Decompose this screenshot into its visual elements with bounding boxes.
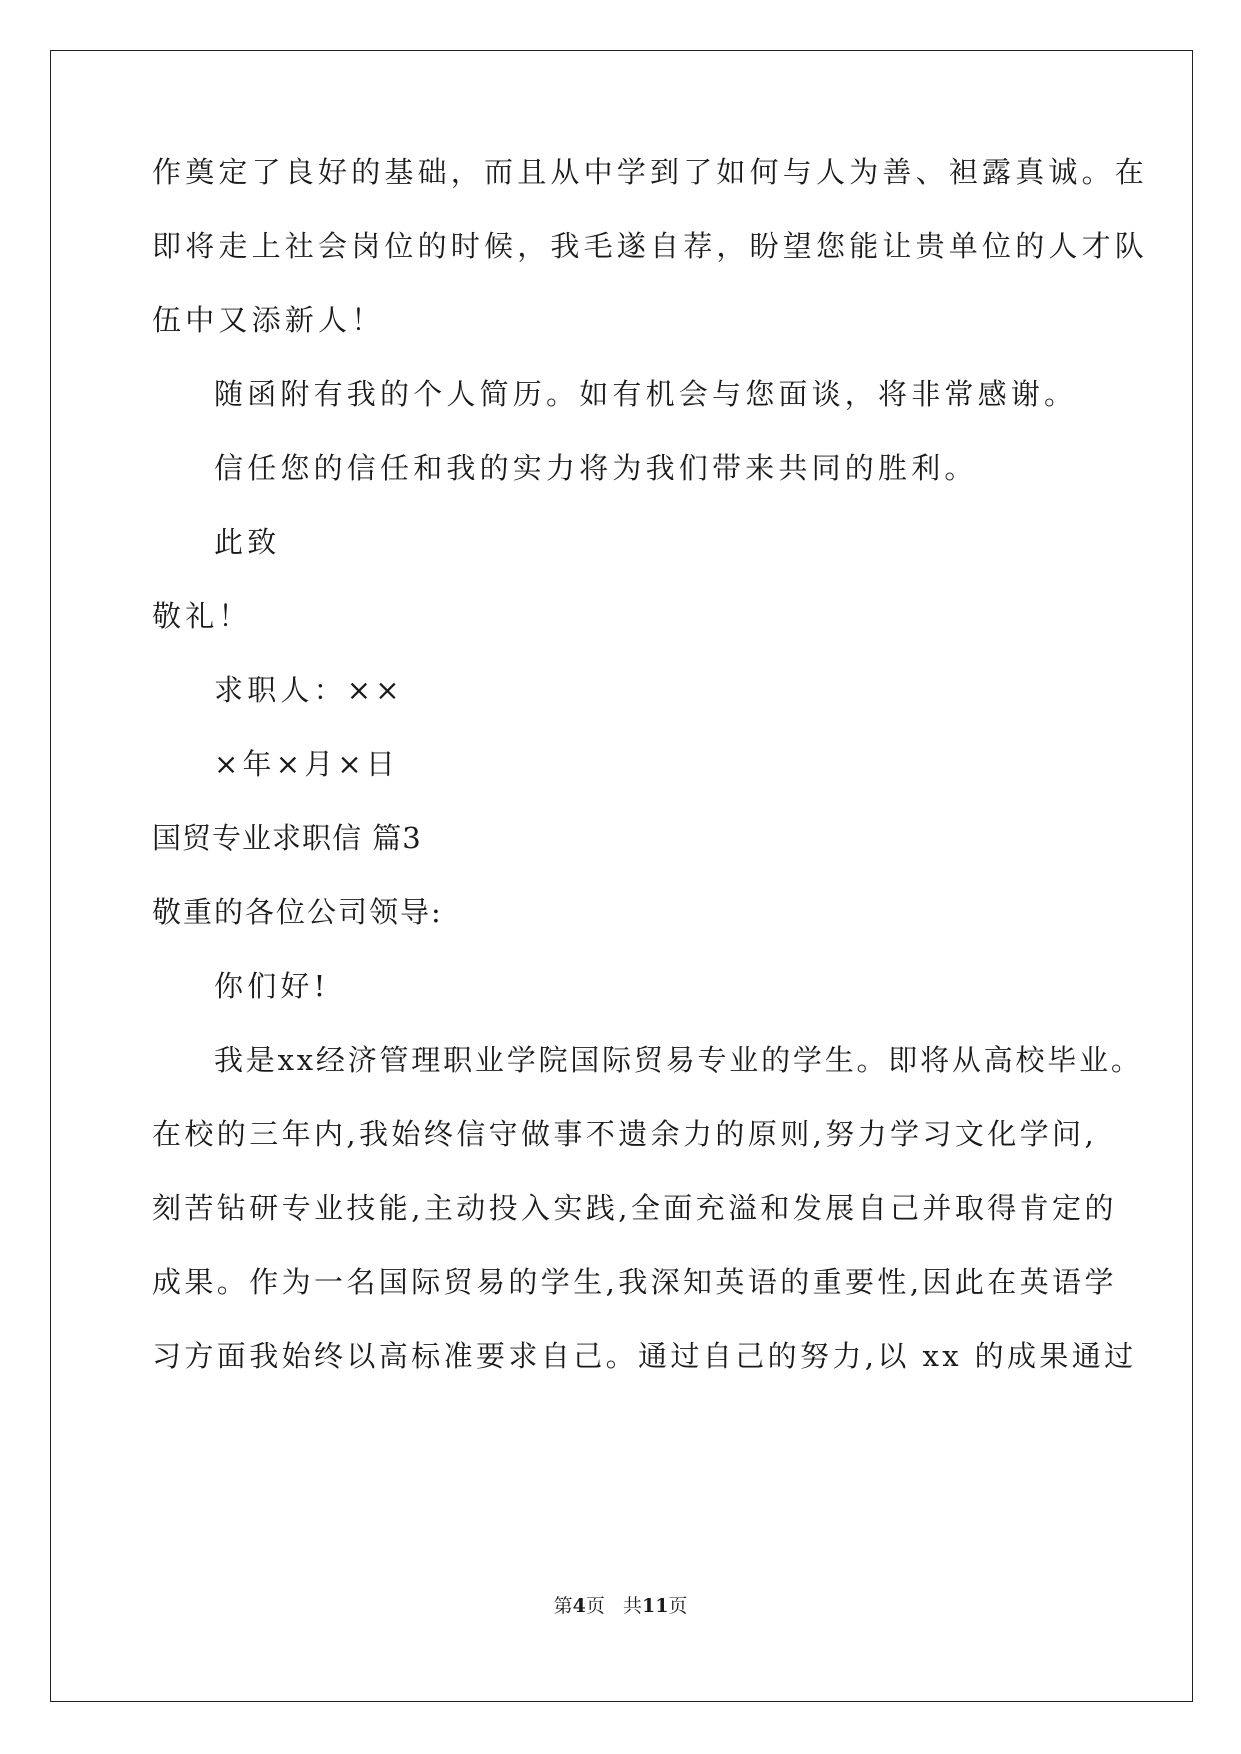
body-line-4: 随函附有我的个人简历。如有机会与您面谈，将非常感谢。 <box>214 377 1078 411</box>
body-line-13: 我是xx经济管理职业学院国际贸易专业的学生。即将从高校毕业。 <box>214 1043 1143 1077</box>
closing-regards: 敬礼！ <box>152 599 252 633</box>
page-footer <box>0 1593 1241 1619</box>
section-heading: 国贸专业求职信 篇3 <box>152 821 422 855</box>
hello-line: 你们好! <box>214 969 330 1003</box>
body-line-17: 习方面我始终以高标准要求自己。通过自己的努力,以 xx 的成果通过 <box>152 1339 1137 1373</box>
footer-page-suffix: 页 <box>585 1595 605 1617</box>
footer-current-page: 4 <box>572 1595 586 1617</box>
page-border <box>50 50 1193 1702</box>
body-line-15: 刻苦钻研专业技能,主动投入实践,全面充溢和发展自己并取得肯定的 <box>152 1191 1117 1225</box>
footer-total-suffix: 页 <box>668 1595 688 1617</box>
body-line-5: 信任您的信任和我的实力将为我们带来共同的胜利。 <box>214 451 978 485</box>
body-line-1: 作奠定了良好的基础，而且从中学到了如何与人为善、袒露真诚。在 <box>152 155 1149 189</box>
footer-prefix: 第 <box>553 1595 573 1617</box>
footer-total-prefix: 共 <box>622 1595 642 1617</box>
body-line-16: 成果。作为一名国际贸易的学生,我深知英语的重要性,因此在英语学 <box>152 1265 1117 1299</box>
applicant-signature: 求职人：×× <box>214 673 404 707</box>
body-line-2: 即将走上社会岗位的时候，我毛遂自荐，盼望您能让贵单位的人才队 <box>152 229 1149 263</box>
body-line-14: 在校的三年内,我始终信守做事不遗余力的原则,努力学习文化学问, <box>152 1117 1098 1151</box>
greeting-line: 敬重的各位公司领导: <box>152 895 443 929</box>
body-line-3: 伍中又添新人！ <box>152 303 385 337</box>
closing-salutation: 此致 <box>214 525 281 559</box>
letter-date: ×年×月×日 <box>214 747 400 781</box>
footer-total-pages: 11 <box>641 1595 669 1617</box>
